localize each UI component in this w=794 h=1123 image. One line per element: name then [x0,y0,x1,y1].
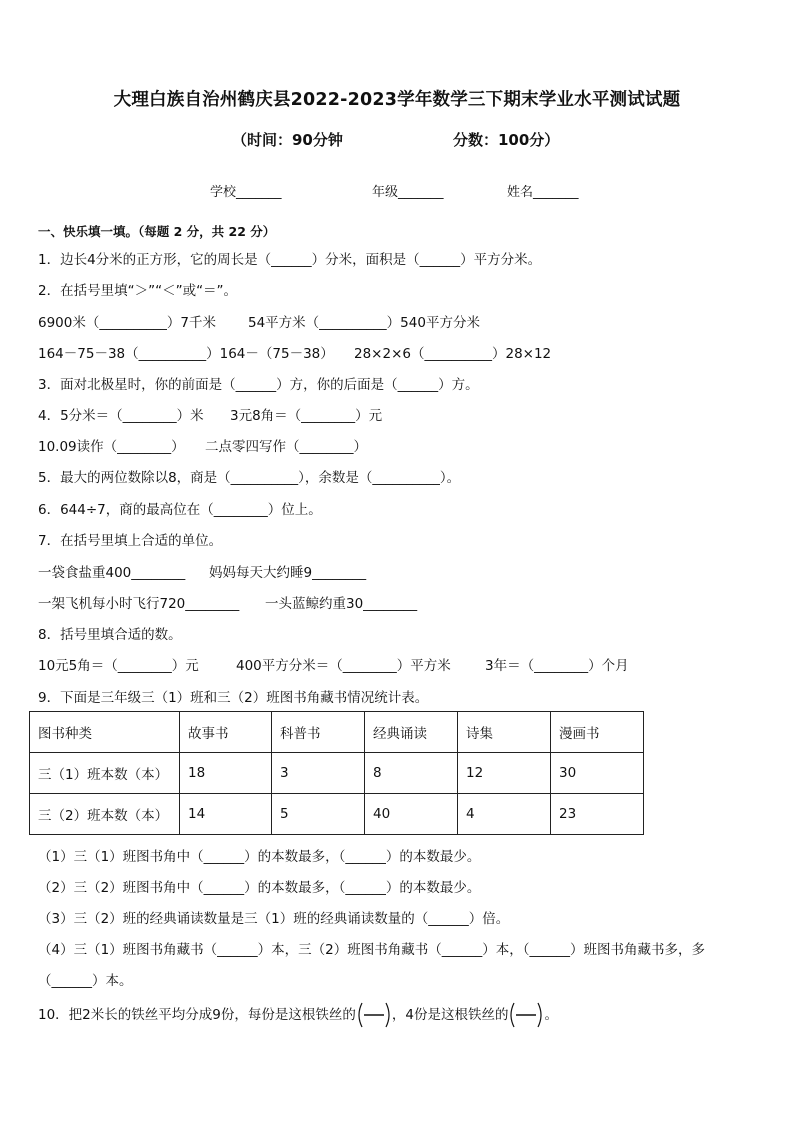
question-9: 9．下面是三年级三（1）班和三（2）班图书角藏书情况统计表。 [38,690,429,706]
question-10-text-a: 10．把2米长的铁丝平均分成9份，每份是这根铁丝的 [38,1007,356,1023]
grade-field[interactable]: 年级_______ [372,185,444,200]
question-4a: 4．5分米＝（________）米 [38,408,204,424]
question-6: 6．644÷7，商的最高位在（________）位上。 [38,502,322,518]
question-2a: 6900米（__________）7千米 [38,315,216,331]
table-cell: 三（1）班本数（本） [30,753,180,794]
question-10-text-b: ，4份是这根铁丝的 [391,1007,509,1023]
question-7a: 一袋食盐重400________ [38,565,186,581]
question-8a: 10元5角＝（________）元 [38,658,199,674]
table-header-cell: 漫画书 [551,712,644,753]
question-8b: 400平方分米＝（________）平方米 [236,658,451,674]
table-cell: 14 [180,794,272,835]
question-5: 5．最大的两位数除以8，商是（__________），余数是（__________）。 [38,470,461,486]
question-10-text-c: 。 [544,1007,558,1023]
question-8c: 3年＝（________）个月 [485,658,629,674]
table-cell: 30 [551,753,644,794]
table-cell: 三（2）班本数（本） [30,794,180,835]
exam-time: （时间：90分钟 [232,131,343,149]
question-9-4-cont: （______）本。 [38,973,133,989]
question-7: 7．在括号里填上合适的单位。 [38,533,223,549]
question-7b: 妈妈每天大约睡9________ [209,565,367,581]
question-8: 8．括号里填合适的数。 [38,627,182,643]
question-9-2: （2）三（2）班图书角中（______）的本数最多，（______）的本数最少。 [38,880,481,896]
question-7d: 一头蓝鲸约重30________ [265,596,418,612]
question-4c: 10.09读作（________） [38,439,185,455]
table-cell: 4 [458,794,551,835]
name-field[interactable]: 姓名_______ [507,185,579,200]
question-7c: 一架飞机每小时飞行720________ [38,596,240,612]
library-stats-table [29,711,644,835]
table-row [30,794,644,835]
section-heading: 一、快乐填一填。（每题 2 分，共 22 分） [38,224,276,239]
table-header-cell: 诗集 [458,712,551,753]
table-header-cell: 故事书 [180,712,272,753]
exam-score: 分数：100分） [453,131,560,149]
table-cell: 23 [551,794,644,835]
question-9-1: （1）三（1）班图书角中（______）的本数最多，（______）的本数最少。 [38,849,481,865]
table-cell: 3 [272,753,365,794]
question-9-4: （4）三（1）班图书角藏书（______）本，三（2）班图书角藏书（______）本，（______）班图书角藏书多，多 [38,942,706,958]
question-3: 3．面对北极星时，你的前面是（______）方，你的后面是（______）方。 [38,377,479,393]
table-cell: 5 [272,794,365,835]
question-4d: 二点零四写作（________） [205,439,367,455]
table-header-cell: 经典诵读 [365,712,458,753]
page-title: 大理白族自治州鹤庆县2022-2023学年数学三下期末学业水平测试试题 [113,90,681,110]
table-cell: 12 [458,753,551,794]
fraction-blank[interactable] [356,1000,392,1030]
table-header-cell: 科普书 [272,712,365,753]
table-row [30,753,644,794]
table-header-cell: 图书种类 [30,712,180,753]
table-cell: 18 [180,753,272,794]
question-9-3: （3）三（2）班的经典诵读数量是三（1）班的经典诵读数量的（______）倍。 [38,911,510,927]
table-cell: 40 [365,794,458,835]
table-header-row [30,712,644,753]
question-2c: 164－75－38（__________）164－（75－38） [38,346,334,362]
school-field[interactable]: 学校_______ [210,185,282,200]
question-2d: 28×2×6（__________）28×12 [354,346,552,362]
question-10 [38,1000,558,1030]
question-2b: 54平方米（__________）540平方分米 [248,315,480,331]
table-cell: 8 [365,753,458,794]
fraction-blank[interactable] [508,1000,544,1030]
question-2: 2．在括号里填“＞”“＜”或“＝”。 [38,283,238,299]
question-1: 1．边长4分米的正方形，它的周长是（______）分米，面积是（______）平方分米。 [38,252,542,268]
question-4b: 3元8角＝（________）元 [230,408,383,424]
